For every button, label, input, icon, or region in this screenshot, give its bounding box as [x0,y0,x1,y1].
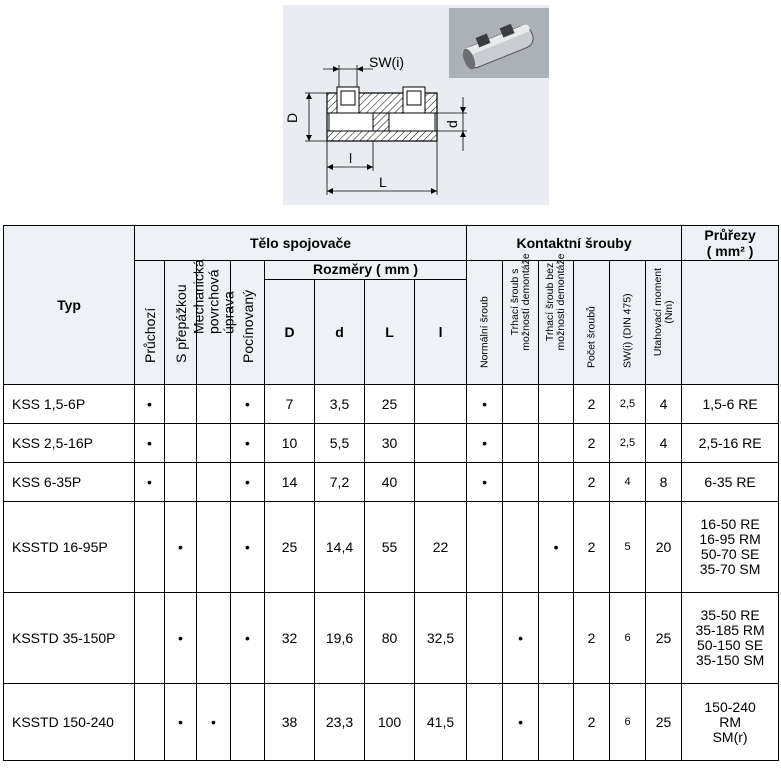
cell-d: 3,5 [315,385,365,424]
header-utahovaci: Utahovací moment (Nm) [646,261,682,385]
table-row [4,684,779,761]
cell-pocet: 2 [574,593,610,684]
cell-moment: 25 [646,684,682,761]
header-trhaci-bez: Trhací šroub bez možnosti demontáže [539,261,574,385]
cell-pruchozi [135,502,165,593]
cell-D: 32 [265,593,315,684]
spec-table [3,225,779,761]
cell-L: 55 [365,502,415,593]
cell-prepazkou [165,424,197,463]
header-l: l [415,280,467,385]
cell-D: 38 [265,684,315,761]
cell-mechanicka [197,593,231,684]
cell-d: 7,2 [315,463,365,502]
cell-L: 100 [365,684,415,761]
cell-typ: KSS 6-35P [4,463,135,502]
cell-pocinovany: • [231,424,265,463]
cell-prurezy [682,502,779,593]
prurez-line: 150-240 [704,698,756,715]
header-kontakt: Kontaktní šrouby [467,226,682,261]
cell-prurezy [682,385,779,424]
header-pruchozi: Průchozí [135,261,165,385]
prurez-line: 35-185 RM [695,622,765,638]
cell-D: 7 [265,385,315,424]
prurez-line: 16-50 RE [700,516,760,532]
cell-pocet: 2 [574,502,610,593]
cell-pocinovany [231,684,265,761]
cell-L: 40 [365,463,415,502]
cell-l: 22 [415,502,467,593]
prurez-line: 2,5-16 RE [698,434,762,451]
cell-prurezy [682,463,779,502]
cell-normalni [467,684,503,761]
cell-sw: 2,5 [610,424,646,463]
label-l: l [349,150,353,166]
cell-prepazkou: • [165,502,197,593]
header-trhaci-s: Trhací šroub s možností demontáže [503,261,539,385]
cell-mechanicka [197,385,231,424]
header-sw: SW(i) (DIN 475) [610,261,646,385]
header-pocet: Počet šroubů [574,261,610,385]
label-D: D [284,112,300,123]
cell-mechanicka [197,463,231,502]
header-normalni: Normální šroub [467,261,503,385]
cell-l [415,385,467,424]
prurez-line: 6-35 RE [704,473,756,490]
header-prurezy-blank [682,261,779,385]
cell-prepazkou [165,385,197,424]
header-rozmery: Rozměry ( mm ) [265,261,467,280]
cell-trhaci-bez [539,424,574,463]
cell-pocet: 2 [574,684,610,761]
cell-pocet: 2 [574,385,610,424]
cell-moment: 8 [646,463,682,502]
prurez-line: RM [719,713,741,730]
cell-normalni [467,593,503,684]
cell-D: 14 [265,463,315,502]
prurez-line: SM(r) [712,728,748,745]
cell-trhaci-s: • [503,593,539,684]
cell-d: 14,4 [315,502,365,593]
cell-typ: KSS 2,5-16P [4,424,135,463]
cell-L: 30 [365,424,415,463]
cell-mechanicka [197,424,231,463]
cell-l: 41,5 [415,684,467,761]
cell-pocet: 2 [574,463,610,502]
cell-moment: 4 [646,385,682,424]
cell-moment: 20 [646,502,682,593]
cell-trhaci-bez: • [539,502,574,593]
cell-prurezy [682,424,779,463]
connector-photo [449,8,549,78]
cell-prepazkou [165,463,197,502]
connector-figure [283,5,549,205]
cell-sw: 6 [610,684,646,761]
cell-trhaci-bez [539,684,574,761]
cell-d: 19,6 [315,593,365,684]
cell-pocinovany: • [231,385,265,424]
cell-mechanicka: • [197,684,231,761]
cell-pruchozi: • [135,463,165,502]
cell-pruchozi: • [135,385,165,424]
cell-l [415,424,467,463]
cell-typ: KSSTD 35-150P [4,593,135,684]
header-L: L [365,280,415,385]
cell-sw: 4 [610,463,646,502]
cell-d: 23,3 [315,684,365,761]
table-row [4,385,779,424]
cell-sw: 2,5 [610,385,646,424]
header-prepazkou: S přepážkou [165,261,197,385]
cell-trhaci-bez [539,593,574,684]
cell-trhaci-s [503,463,539,502]
cell-typ: KSS 1,5-6P [4,385,135,424]
cell-pocinovany: • [231,463,265,502]
label-d: d [444,120,460,128]
cell-trhaci-bez [539,463,574,502]
prurez-line: 35-70 SM [699,561,761,577]
cell-prurezy [682,684,779,761]
table-row [4,502,779,593]
prurez-line: 35-150 SM [695,652,765,668]
cell-D: 25 [265,502,315,593]
cell-prurezy [682,593,779,684]
cell-l: 32,5 [415,593,467,684]
cell-L: 25 [365,385,415,424]
cell-moment: 25 [646,593,682,684]
cell-prepazkou: • [165,593,197,684]
cell-pocet: 2 [574,424,610,463]
prurez-line: 50-150 SE [697,637,764,653]
cell-mechanicka [197,502,231,593]
cell-l [415,463,467,502]
header-typ: Typ [4,226,135,385]
cell-sw: 5 [610,502,646,593]
prurez-line: 16-95 RM [699,531,761,547]
cell-trhaci-bez [539,385,574,424]
cell-normalni: • [467,385,503,424]
cell-trhaci-s [503,385,539,424]
cell-moment: 4 [646,424,682,463]
cell-d: 5,5 [315,424,365,463]
cell-pruchozi: • [135,424,165,463]
cell-pocinovany: • [231,593,265,684]
cell-normalni: • [467,463,503,502]
prurez-line: 50-70 SE [700,546,760,562]
cell-trhaci-s [503,502,539,593]
table-row [4,424,779,463]
header-telo: Tělo spojovače [135,226,467,261]
header-pocinovany: Pocínovaný [231,261,265,385]
header-D: D [265,280,315,385]
label-L: L [379,174,387,190]
cell-normalni: • [467,424,503,463]
cell-sw: 6 [610,593,646,684]
cell-typ: KSSTD 16-95P [4,502,135,593]
cell-pruchozi [135,593,165,684]
prurez-line: 35-50 RE [700,607,760,623]
cell-pocinovany: • [231,502,265,593]
cell-normalni [467,502,503,593]
cell-pruchozi [135,684,165,761]
header-mechanicka: Mechanická povrchová úprava [197,261,231,385]
table-row [4,593,779,684]
cell-prepazkou: • [165,684,197,761]
cell-D: 10 [265,424,315,463]
cell-trhaci-s [503,424,539,463]
cell-L: 80 [365,593,415,684]
prurez-line: 1,5-6 RE [702,395,758,412]
cell-trhaci-s: • [503,684,539,761]
cell-typ: KSSTD 150-240 [4,684,135,761]
table-row [4,463,779,502]
header-prurezy: Průřezy ( mm² ) [682,226,779,261]
label-sw: SW(i) [369,54,404,70]
header-d: d [315,280,365,385]
